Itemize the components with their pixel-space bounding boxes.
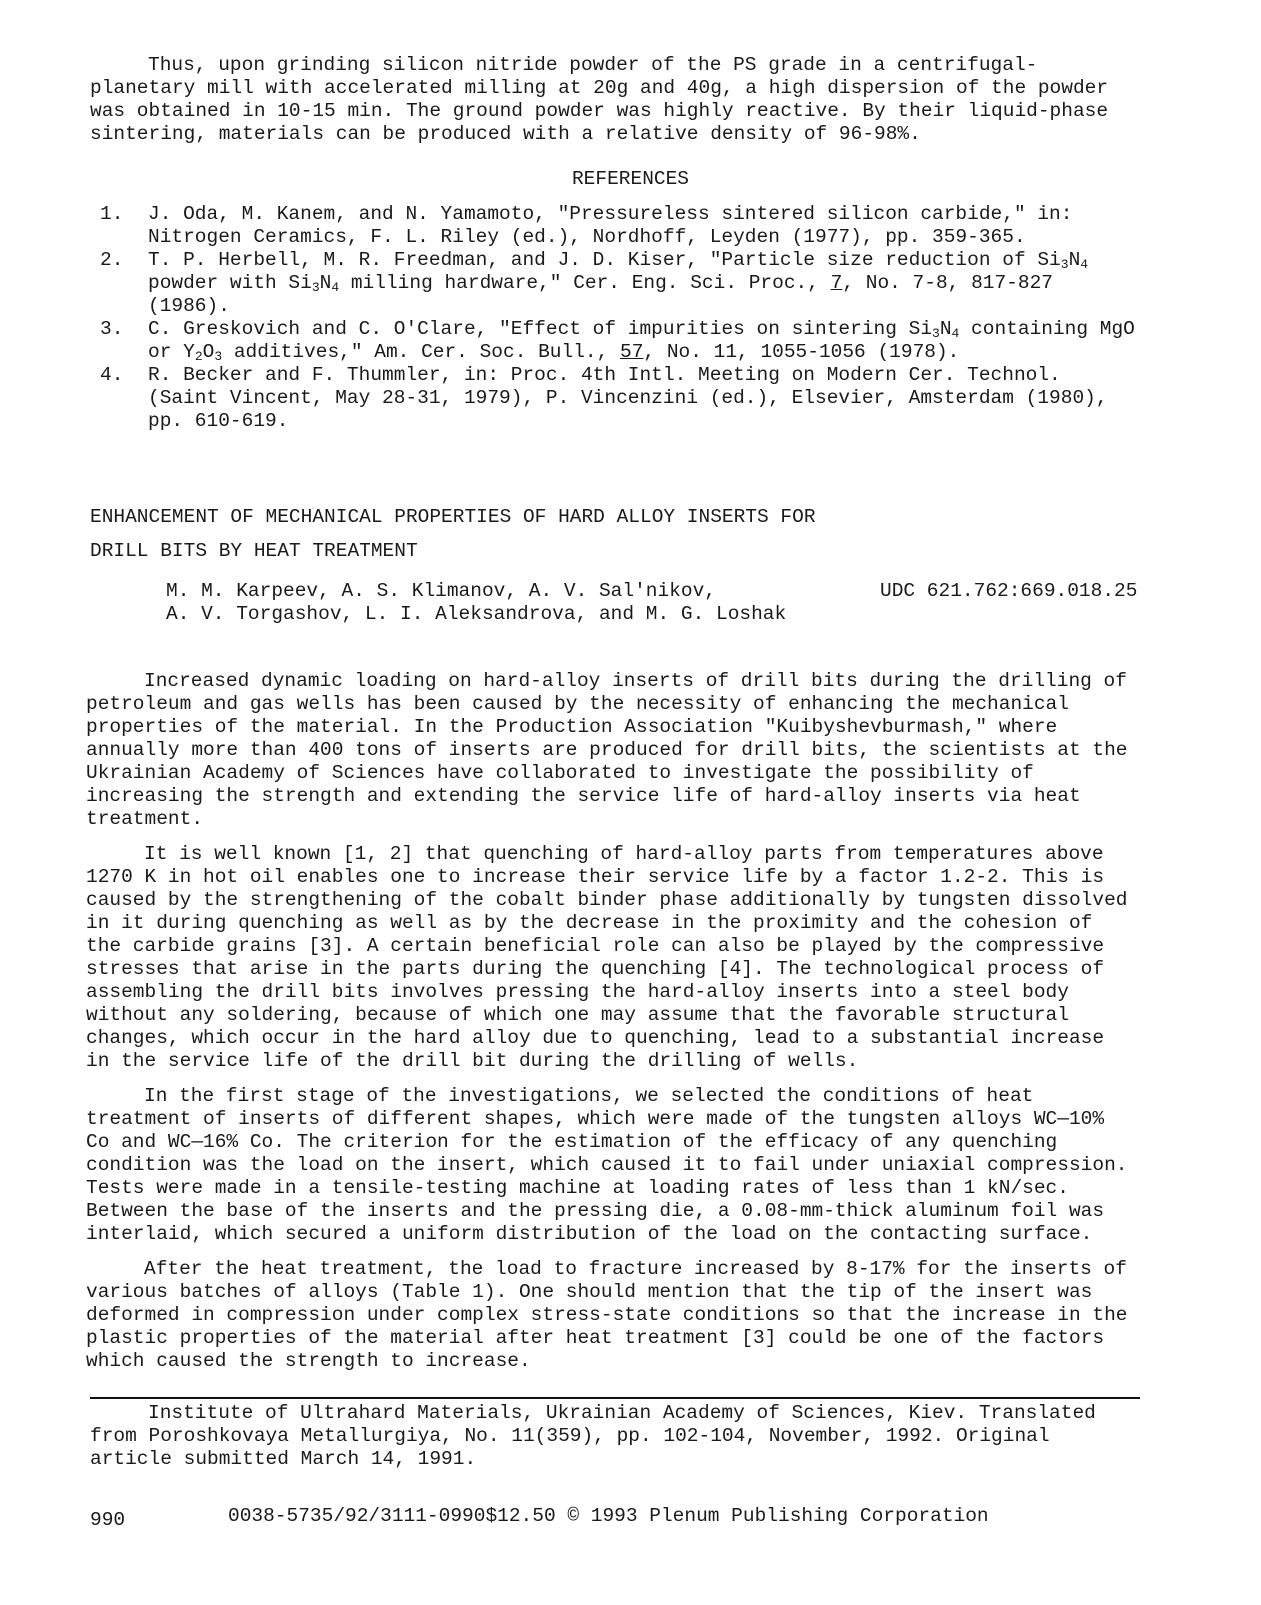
reference-item bbox=[100, 318, 1140, 364]
footnote-divider bbox=[90, 1397, 1140, 1399]
reference-text: R. Becker and F. Thummler, in: Proc. 4th Intl. Meeting on Modern Cer. Technol. (Saint Vincent, May 28-31, 1979), P. Vincenzini (ed.), Elsevier, Amsterdam (1980), pp. 610-619. bbox=[148, 364, 1108, 432]
article-body bbox=[86, 670, 1136, 1385]
reference-number: 1. bbox=[100, 203, 124, 225]
volume-number: 57 bbox=[620, 341, 644, 363]
article-title-line: DRILL BITS BY HEAT TREATMENT bbox=[90, 540, 418, 562]
udc-code: UDC 621.762:669.018.25 bbox=[880, 580, 1138, 602]
authors-line: M. M. Karpeev, A. S. Klimanov, A. V. Sal'nikov, bbox=[166, 580, 716, 602]
reference-number: 4. bbox=[100, 364, 124, 386]
reference-text: C. Greskovich and C. O'Clare, "Effect of impurities on sintering $Si_3N_4$ containing MgO or $Y_2O_3$ additives," Am. Cer. Soc. Bull., 57, No. 11, 1055-1056 (1978). bbox=[148, 318, 1135, 364]
reference-item bbox=[100, 249, 1140, 318]
footnote-text: Institute of Ultrahard Materials, Ukrainian Academy of Sciences, Kiev. Translated from Poroshkovaya Metallurgiya, No. 11(359), pp. 102-104, November, 1992. Original article submitted March 14, 1991. bbox=[90, 1402, 1096, 1470]
body-paragraph: Increased dynamic loading on hard-alloy inserts of drill bits during the drilling of petroleum and gas wells has been caused by the necessity of enhancing the mechanical properties of the material. In the Production Association "Kuibyshevburmash," where annually more than 400 tons of inserts are produced for drill bits, the scientists at the Ukrainian Academy of Sciences have collaborated to investigate the possibility of increasing the strength and extending the service life of hard-alloy inserts via heat treatment. bbox=[86, 670, 1128, 830]
reference-text: J. Oda, M. Kanem, and N. Yamamoto, "Pressureless sintered silicon carbide," in: Nitrogen Ceramics, F. L. Riley (ed.), Nordhoff, Leyden (1977), pp. 359-365. bbox=[148, 203, 1073, 248]
body-paragraph: After the heat treatment, the load to fracture increased by 8-17% for the inserts of various batches of alloys (Table 1). One should mention that the tip of the insert was deformed in compression under complex stress-state conditions so that the increase in the plastic properties of the material after heat treatment [3] could be one of the factors which caused the strength to increase. bbox=[86, 1258, 1128, 1372]
conclusion-paragraph: Thus, upon grinding silicon nitride powder of the PS grade in a centrifugal-planetary mill with accelerated milling at 20g and 40g, a high dispersion of the powder was obtained in 10-15 min. The ground powder was highly reactive. By their liquid-phase sintering, materials can be produced with a relative density of 96-98%. bbox=[90, 54, 1109, 145]
article-title bbox=[90, 500, 890, 568]
copyright-line: 0038-5735/92/3111-0990$12.50 © 1993 Plenum Publishing Corporation bbox=[228, 1505, 989, 1527]
affiliation-footnote bbox=[90, 1402, 1140, 1471]
previous-article-conclusion bbox=[90, 54, 1130, 146]
reference-text: T. P. Herbell, M. R. Freedman, and J. D. Kiser, "Particle size reduction of $Si_3N_4$ powder with $Si_3N_4$ milling hardware," Cer. Eng. Sci. Proc., 7, No. 7-8, 817-827 (1986). bbox=[148, 249, 1089, 317]
references-list bbox=[100, 203, 1140, 433]
authors-line: A. V. Torgashov, L. I. Aleksandrova, and M. G. Loshak bbox=[166, 603, 787, 625]
page-number: 990 bbox=[90, 1509, 126, 1531]
reference-item bbox=[100, 364, 1140, 433]
reference-number: 2. bbox=[100, 249, 124, 271]
references-heading: REFERENCES bbox=[571, 168, 690, 190]
reference-number: 3. bbox=[100, 318, 124, 340]
reference-item bbox=[100, 203, 1140, 249]
body-paragraph: In the first stage of the investigations, we selected the conditions of heat treatment of inserts of different shapes, which were made of the tungsten alloys WC—10% Co and WC—16% Co. The criterion for the estimation of the efficacy of any quenching condition was the load on the insert, which caused it to fail under uniaxial compression. Tests were made in a tensile-testing machine at loading rates of less than 1 kN/sec. Between the base of the inserts and the pressing die, a 0.08-mm-thick aluminum foil was interlaid, which secured a uniform distribution of the load on the contacting surface. bbox=[86, 1085, 1128, 1245]
article-title-line: ENHANCEMENT OF MECHANICAL PROPERTIES OF HARD ALLOY INSERTS FOR bbox=[90, 506, 816, 528]
authors bbox=[166, 580, 846, 626]
volume-number: 7 bbox=[830, 272, 843, 294]
body-paragraph: It is well known [1, 2] that quenching of hard-alloy parts from temperatures above 1270 K in hot oil enables one to increase their service life by a factor 1.2-2. This is caused by the strengthening of the cobalt binder phase additionally by tungsten dissolved in it during quenching as well as by the decrease in the proximity and the cohesion of the carbide grains [3]. A certain beneficial role can also be played by the compressive stresses that arise in the parts during the quenching [4]. The technological process of assembling the drill bits involves pressing the hard-alloy inserts into a steel body without any soldering, because of which one may assume that the favorable structural changes, which occur in the hard alloy due to quenching, lead to a substantial increase in the service life of the drill bit during the drilling of wells. bbox=[86, 843, 1128, 1072]
